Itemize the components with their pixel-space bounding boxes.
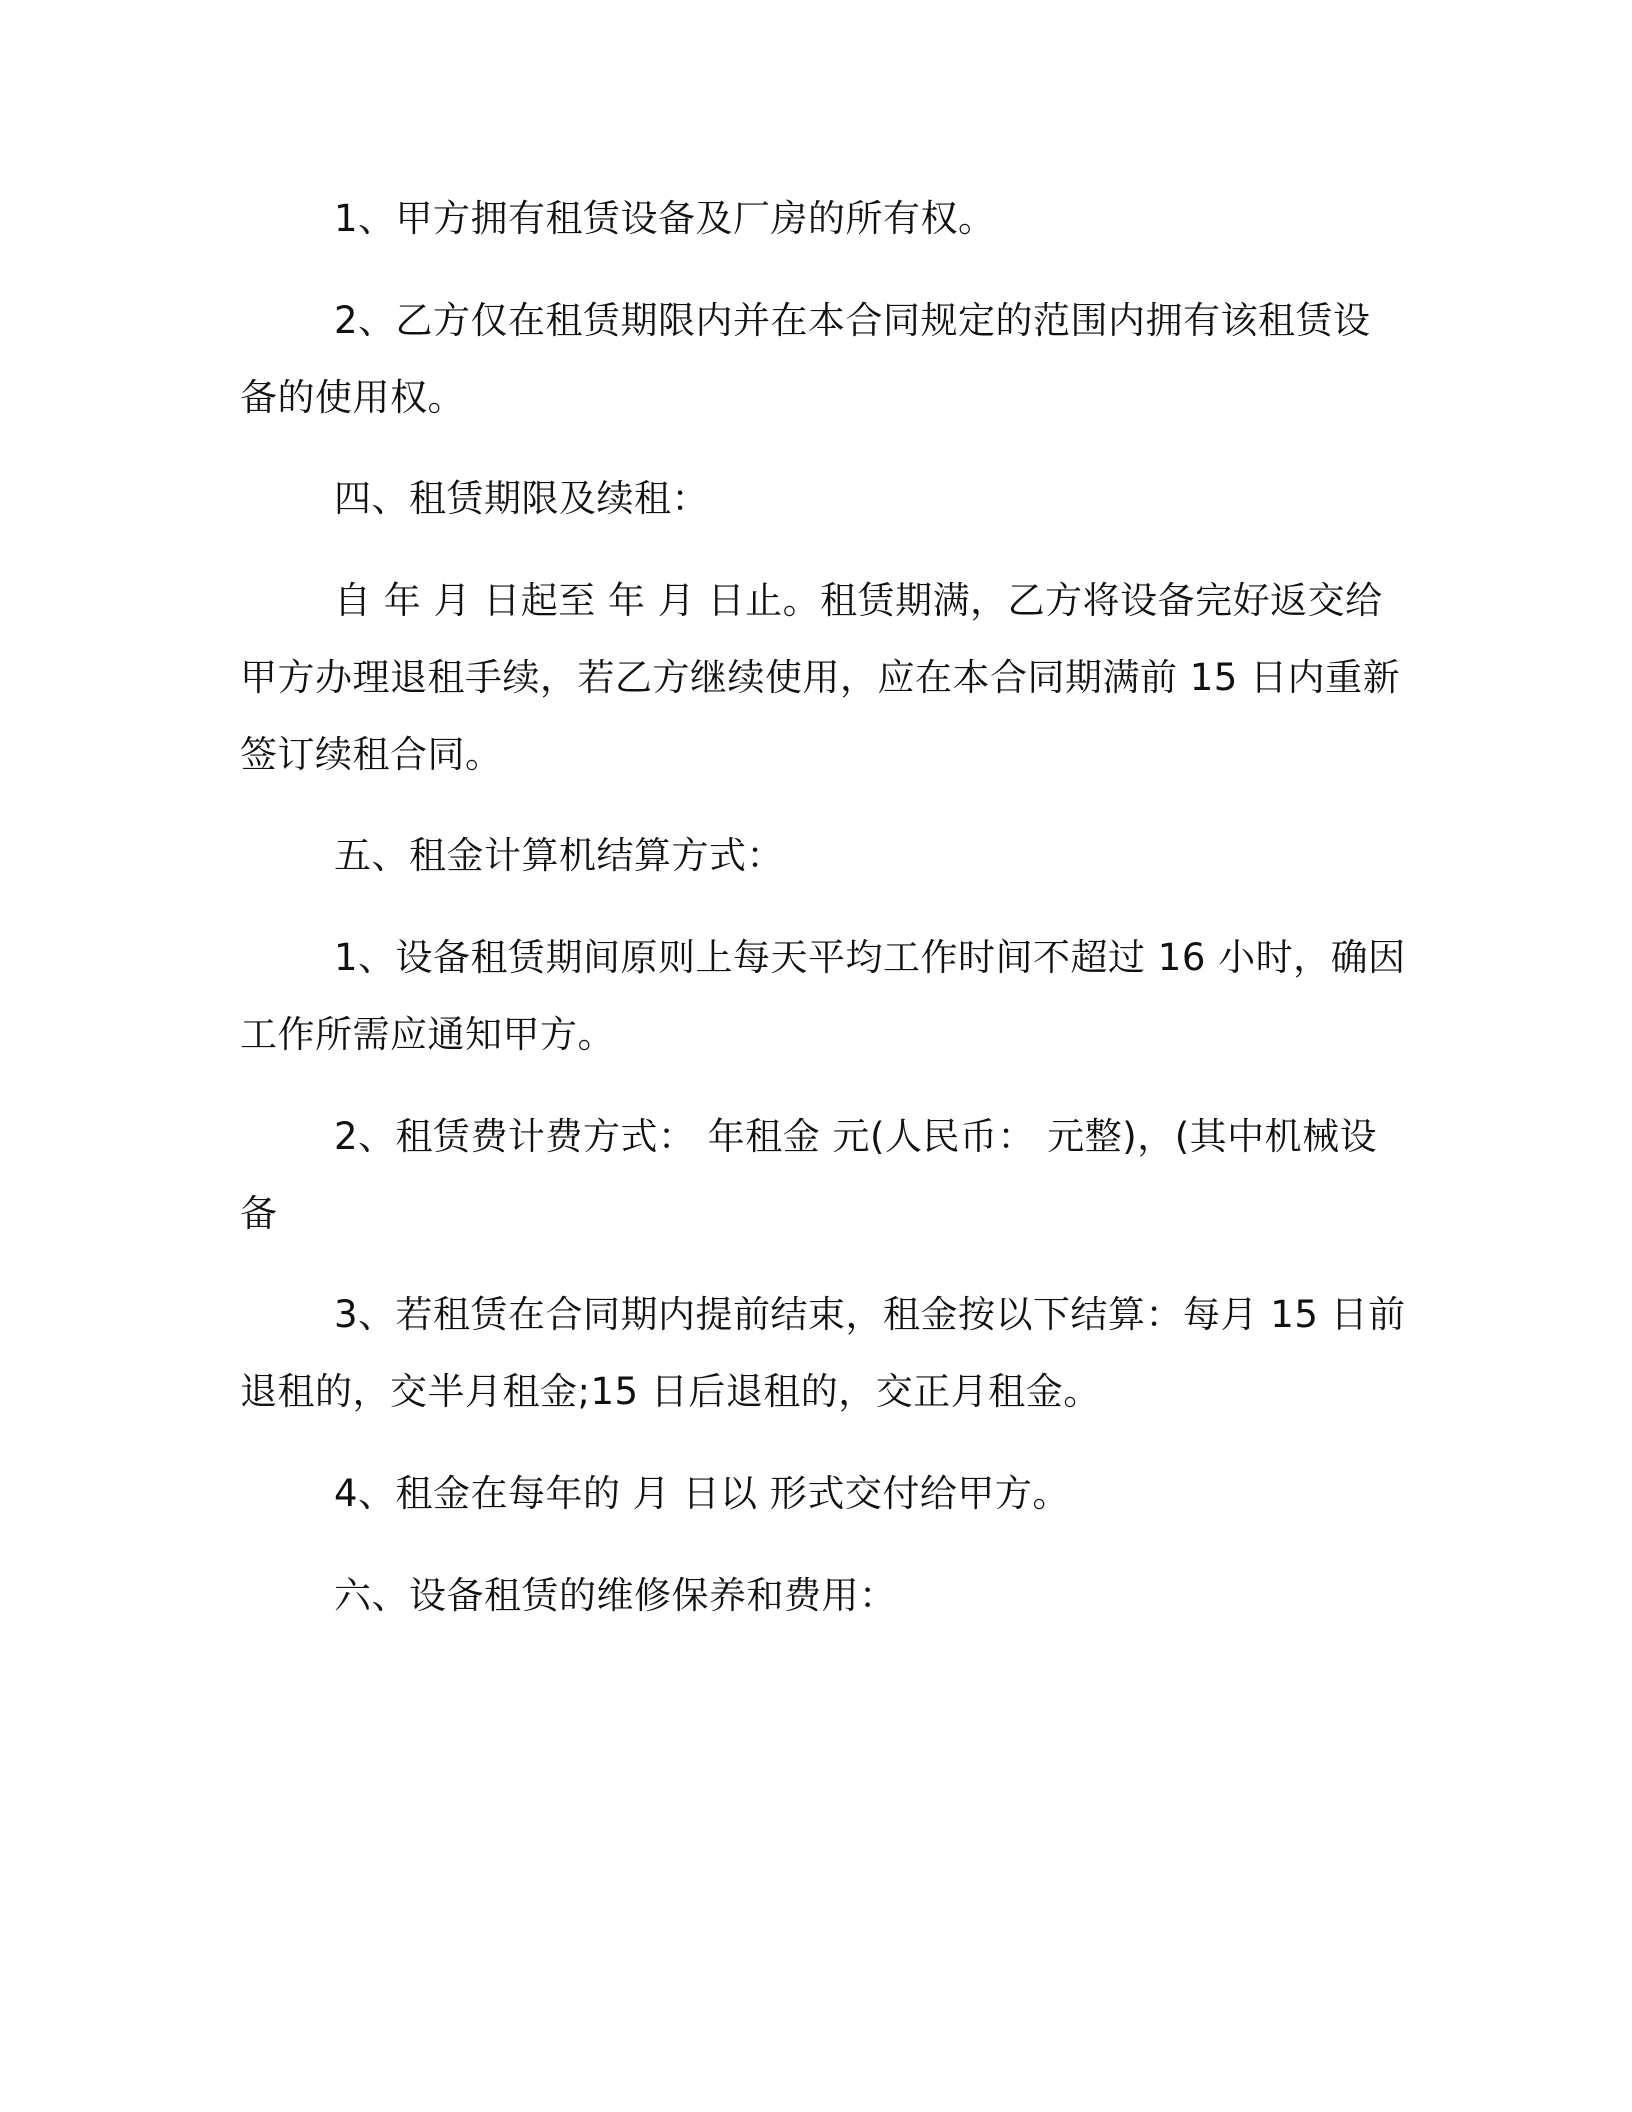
lease-term-line-3: 签订续租合同。 bbox=[240, 733, 503, 776]
lease-term-line-2: 甲方办理退租手续，若乙方继续使用，应在本合同期满前 15 日内重新 bbox=[240, 656, 1401, 699]
section-heading-lease-term: 四、租赁期限及续租： bbox=[334, 477, 709, 520]
section-heading-rent: 五、租金计算机结算方式： bbox=[334, 834, 784, 877]
rent-clause-3-line-2: 退租的，交半月租金;15 日后退租的，交正月租金。 bbox=[240, 1370, 1101, 1413]
clause-usage-right-line-2: 备的使用权。 bbox=[240, 376, 465, 419]
section-heading-maintenance: 六、设备租赁的维修保养和费用： bbox=[334, 1574, 897, 1617]
rent-clause-4: 4、租金在每年的 月 日以 形式交付给甲方。 bbox=[334, 1472, 1070, 1515]
rent-clause-3-line-1: 3、若租赁在合同期内提前结束，租金按以下结算：每月 15 日前 bbox=[334, 1293, 1406, 1336]
rent-clause-2-line-2: 备 bbox=[240, 1192, 278, 1235]
lease-term-line-1: 自 年 月 日起至 年 月 日止。租赁期满，乙方将设备完好返交给 bbox=[334, 579, 1383, 622]
clause-usage-right-line-1: 2、乙方仅在租赁期限内并在本合同规定的范围内拥有该租赁设 bbox=[334, 299, 1371, 342]
rent-clause-1-line-2: 工作所需应通知甲方。 bbox=[240, 1013, 615, 1056]
clause-ownership: 1、甲方拥有租赁设备及厂房的所有权。 bbox=[334, 197, 996, 240]
rent-clause-1-line-1: 1、设备租赁期间原则上每天平均工作时间不超过 16 小时，确因 bbox=[334, 936, 1406, 979]
rent-clause-2-line-1: 2、租赁费计费方式： 年租金 元(人民币： 元整)，(其中机械设 bbox=[334, 1115, 1378, 1158]
